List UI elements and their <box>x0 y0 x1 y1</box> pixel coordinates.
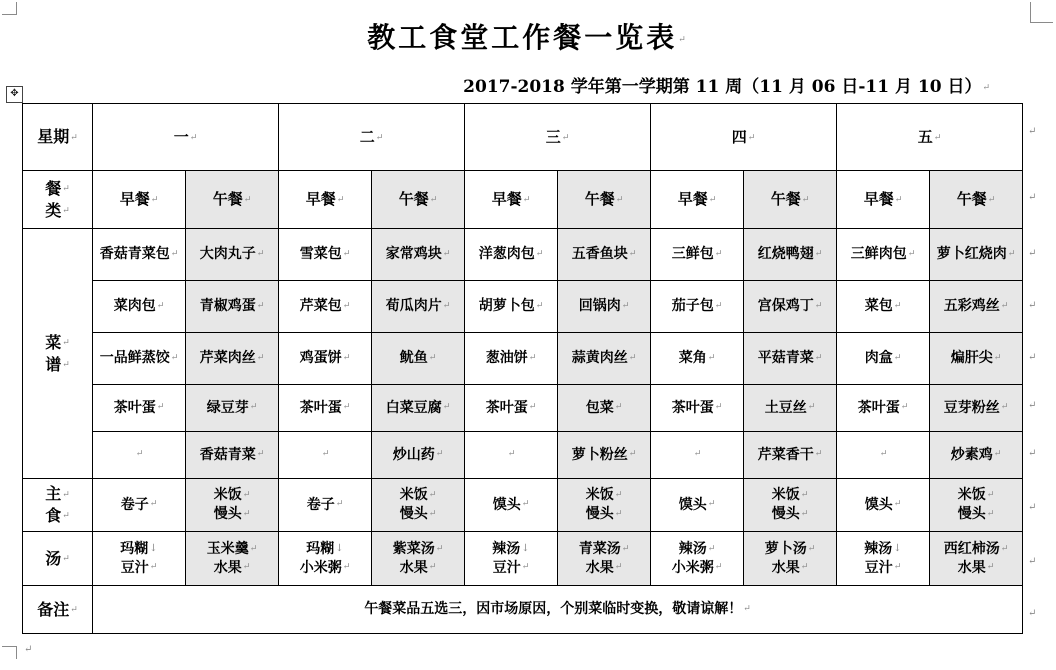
paragraph-mark: ↵ <box>62 554 70 565</box>
paragraph-mark: ↵ <box>256 300 265 311</box>
paragraph-mark: ↵ <box>342 248 351 259</box>
meal-type-cell: 早餐↵ <box>837 171 930 229</box>
dish-cell: 土豆丝↵ <box>744 385 837 432</box>
paragraph-mark: ↵ <box>814 300 823 311</box>
meal-type-cell: 早餐↵ <box>93 171 186 229</box>
dish-cell: 雪菜包↵ <box>279 229 372 281</box>
dish-cell: 茶叶蛋↵ <box>837 385 930 432</box>
staple-cell: 馍头↵ <box>837 479 930 532</box>
soup-cell: 辣汤↓ 豆汁↵ <box>465 532 558 586</box>
staple-cell: 米饭↵ 慢头↵ <box>372 479 465 532</box>
day-cell: 四↵ <box>651 104 837 171</box>
dish-cell <box>279 432 372 479</box>
paragraph-mark: ↵ <box>521 499 530 510</box>
staple-cell: 米饭↵ 慢头↵ <box>930 479 1023 532</box>
paragraph-mark: ↵ <box>714 300 723 311</box>
staple-cell: 米饭↵ 慢头↵ <box>186 479 279 532</box>
dish-cell: 香菇青菜↵ <box>186 432 279 479</box>
paragraph-mark: ↵ <box>1007 248 1016 259</box>
paragraph-mark: ↵ <box>535 248 544 259</box>
paragraph-mark: ↵ <box>149 562 158 573</box>
dish-cell: 茶叶蛋↵ <box>279 385 372 432</box>
paragraph-mark: ↵ <box>256 352 265 363</box>
row-end-paragraph-mark: ↵ <box>1028 352 1037 363</box>
paragraph-mark: ↵ <box>986 490 995 501</box>
note-cell: 午餐菜品五选三，因市场原因，个别菜临时变换，敬请谅解！↵ <box>93 586 1023 634</box>
paragraph-mark: ↵ <box>800 508 809 519</box>
paragraph-mark: ↵ <box>714 562 723 573</box>
soup-cell: 青菜汤↵ 水果↵ <box>558 532 651 586</box>
paragraph-mark: ↵ <box>807 543 816 554</box>
paragraph-mark: ↵ <box>1000 543 1009 554</box>
dish-cell: 白菜豆腐↵ <box>372 385 465 432</box>
dish-cell: 菜包↵ <box>837 281 930 333</box>
soup-cell: 辣汤↓ 豆汁↵ <box>837 532 930 586</box>
paragraph-mark: ↵ <box>522 195 531 206</box>
dish-cell: 平菇青菜↵ <box>744 333 837 385</box>
meal-type-cell: 午餐↵ <box>930 171 1023 229</box>
paragraph-mark: ↵ <box>62 511 70 522</box>
meal-type-cell: 早餐↵ <box>651 171 744 229</box>
paragraph-mark: ↵ <box>1000 300 1009 311</box>
dish-cell: 萝卜粉丝↵ <box>558 432 651 479</box>
paragraph-mark: ↵ <box>435 543 444 554</box>
paragraph-mark: ↵ <box>135 449 144 460</box>
paragraph-mark: ↵ <box>893 300 902 311</box>
dish-cell <box>93 432 186 479</box>
paragraph-mark: ↵ <box>1000 402 1009 413</box>
row-end-paragraph-mark: ↵ <box>1028 556 1037 567</box>
paragraph-mark: ↵ <box>170 352 179 363</box>
staple-cell: 卷子↵ <box>279 479 372 532</box>
paragraph-mark: ↵ <box>907 248 916 259</box>
doc-title: 教工食堂工作餐一览表↵ <box>367 21 689 54</box>
staple-cell: 馍头↵ <box>465 479 558 532</box>
paragraph-mark: ↵ <box>621 543 630 554</box>
paragraph-mark: ↵ <box>156 402 165 413</box>
paragraph-mark: ↵ <box>628 248 637 259</box>
row-end-paragraph-mark: ↵ <box>1028 400 1037 411</box>
dish-cell: 回锅肉↵ <box>558 281 651 333</box>
row-label-week: 星期↵ <box>23 104 93 171</box>
dish-cell: 芹菜肉丝↵ <box>186 333 279 385</box>
meal-type-cell: 早餐↵ <box>279 171 372 229</box>
paragraph-mark: ↵ <box>982 82 990 93</box>
paragraph-mark: ↵ <box>442 402 451 413</box>
row-end-paragraph-mark: ↵ <box>1028 502 1037 513</box>
paragraph-mark: ↵ <box>707 352 716 363</box>
row-label-note: 备注↵ <box>23 586 93 634</box>
paragraph-mark: ↵ <box>801 195 810 206</box>
paragraph-mark: ↵ <box>428 490 437 501</box>
dish-cell: 一品鲜蒸饺↵ <box>93 333 186 385</box>
row-label-menu: 菜↵ 谱↵ <box>23 229 93 479</box>
paragraph-mark: ↵ <box>933 132 942 143</box>
paragraph-mark: ↵ <box>743 603 751 614</box>
soup-cell: 辣汤↵ 小米粥↵ <box>651 532 744 586</box>
row-end-paragraph-mark: ↵ <box>1028 192 1037 203</box>
row-end-paragraph-mark: ↵ <box>1028 608 1037 619</box>
paragraph-mark: ↵ <box>747 132 756 143</box>
day-cell: 五↵ <box>837 104 1023 171</box>
dish-cell: 豆芽粉丝↵ <box>930 385 1023 432</box>
paragraph-mark: ↵ <box>528 352 537 363</box>
dish-cell: 茶叶蛋↵ <box>651 385 744 432</box>
paragraph-mark: ↵ <box>561 132 570 143</box>
soup-cell: 萝卜汤↵ 水果↵ <box>744 532 837 586</box>
paragraph-mark: ↵ <box>62 359 70 370</box>
row-label-meal: 餐↵ 类↵ <box>23 171 93 229</box>
paragraph-mark: ↵ <box>62 205 70 216</box>
dish-cell: 洋葱肉包↵ <box>465 229 558 281</box>
dish-cell: 胡萝卜包↵ <box>465 281 558 333</box>
paragraph-mark: ↵ <box>156 300 165 311</box>
paragraph-mark: ↵ <box>375 132 384 143</box>
paragraph-mark: ↵ <box>814 352 823 363</box>
paragraph-mark: ↵ <box>70 605 78 616</box>
soup-cell: 玉米羹↵ 水果↵ <box>186 532 279 586</box>
paragraph-mark: ↵ <box>428 508 437 519</box>
meal-type-cell: 午餐↵ <box>186 171 279 229</box>
dish-cell <box>837 432 930 479</box>
meal-type-cell: 午餐↵ <box>372 171 465 229</box>
paragraph-mark: ↵ <box>893 499 902 510</box>
soup-cell: 西红柿汤↵ 水果↵ <box>930 532 1023 586</box>
crop-mark-top-left <box>2 2 17 15</box>
paragraph-mark: ↵ <box>614 562 623 573</box>
paragraph-mark: ↵ <box>70 132 78 143</box>
paragraph-mark: ↵ <box>814 248 823 259</box>
paragraph-mark: ↵ <box>249 543 258 554</box>
paragraph-mark: ↵ <box>693 449 702 460</box>
move-handle-icon: ✥ <box>10 88 19 99</box>
dish-cell: 炒素鸡↵ <box>930 432 1023 479</box>
paragraph-mark: ↵ <box>628 352 637 363</box>
paragraph-mark: ↵ <box>621 300 630 311</box>
dish-cell: 五彩鸡丝↵ <box>930 281 1023 333</box>
paragraph-mark: ↵ <box>714 248 723 259</box>
paragraph-mark: ↵ <box>535 300 544 311</box>
dish-cell: 包菜↵ <box>558 385 651 432</box>
staple-cell: 馍头↵ <box>651 479 744 532</box>
dish-cell: 葱油饼↵ <box>465 333 558 385</box>
dish-cell: 茶叶蛋↵ <box>465 385 558 432</box>
paragraph-mark: ↵ <box>987 195 996 206</box>
paragraph-mark: ↵ <box>243 195 252 206</box>
doc-subtitle: 2017-2018 学年第一学期第 11 周（11 月 06 日-11 月 10 日）↵ <box>463 77 990 97</box>
paragraph-mark: ↵ <box>615 195 624 206</box>
dish-cell: 鸡蛋饼↵ <box>279 333 372 385</box>
end-of-document-mark: ↵ <box>24 644 33 655</box>
line-break-mark: ↓ <box>335 542 344 554</box>
paragraph-mark: ↵ <box>614 508 623 519</box>
paragraph-mark: ↵ <box>708 195 717 206</box>
day-cell: 二↵ <box>279 104 465 171</box>
soup-cell: 玛糊↓ 豆汁↵ <box>93 532 186 586</box>
paragraph-mark: ↵ <box>428 352 437 363</box>
dish-cell: 肉盒↵ <box>837 333 930 385</box>
paragraph-mark: ↵ <box>807 402 816 413</box>
dish-cell: 香菇青菜包↵ <box>93 229 186 281</box>
line-break-mark: ↓ <box>521 542 530 554</box>
paragraph-mark: ↵ <box>442 300 451 311</box>
staple-cell: 米饭↵ 慢头↵ <box>558 479 651 532</box>
paragraph-mark: ↵ <box>442 248 451 259</box>
paragraph-mark: ↵ <box>321 449 330 460</box>
dish-cell: 宫保鸡丁↵ <box>744 281 837 333</box>
soup-cell: 紫菜汤↵ 水果↵ <box>372 532 465 586</box>
dish-cell: 大肉丸子↵ <box>186 229 279 281</box>
dish-cell: 煸肝尖↵ <box>930 333 1023 385</box>
paragraph-mark: ↵ <box>893 562 902 573</box>
paragraph-mark: ↵ <box>678 34 689 45</box>
paragraph-mark: ↵ <box>150 195 159 206</box>
menu-table <box>22 103 1023 634</box>
dish-cell: 鱿鱼↵ <box>372 333 465 385</box>
line-break-mark: ↓ <box>149 542 158 554</box>
dish-cell: 红烧鸭翅↵ <box>744 229 837 281</box>
dish-cell <box>651 432 744 479</box>
paragraph-mark: ↵ <box>521 562 530 573</box>
paragraph-mark: ↵ <box>614 402 623 413</box>
paragraph-mark: ↵ <box>614 490 623 501</box>
day-cell: 三↵ <box>465 104 651 171</box>
paragraph-mark: ↵ <box>993 352 1002 363</box>
meal-type-cell: 午餐↵ <box>744 171 837 229</box>
paragraph-mark: ↵ <box>428 562 437 573</box>
dish-cell: 芹菜香干↵ <box>744 432 837 479</box>
paragraph-mark: ↵ <box>62 338 70 349</box>
crop-mark-bottom-left <box>2 646 17 659</box>
paragraph-mark: ↵ <box>993 449 1002 460</box>
paragraph-mark: ↵ <box>242 490 251 501</box>
paragraph-mark: ↵ <box>900 402 909 413</box>
paragraph-mark: ↵ <box>800 490 809 501</box>
dish-cell: 荀瓜肉片↵ <box>372 281 465 333</box>
paragraph-mark: ↵ <box>986 562 995 573</box>
meal-type-cell: 早餐↵ <box>465 171 558 229</box>
day-cell: 一↵ <box>93 104 279 171</box>
soup-cell: 玛糊↓ 小米粥↵ <box>279 532 372 586</box>
paragraph-mark: ↵ <box>714 402 723 413</box>
dish-cell: 菜肉包↵ <box>93 281 186 333</box>
paragraph-mark: ↵ <box>893 352 902 363</box>
dish-cell: 茄子包↵ <box>651 281 744 333</box>
dish-cell: 绿豆芽↵ <box>186 385 279 432</box>
paragraph-mark: ↵ <box>62 489 70 500</box>
paragraph-mark: ↵ <box>507 449 516 460</box>
paragraph-mark: ↵ <box>62 184 70 195</box>
dish-cell: 菜角↵ <box>651 333 744 385</box>
dish-cell: 萝卜红烧肉↵ <box>930 229 1023 281</box>
paragraph-mark: ↵ <box>342 300 351 311</box>
row-label-soup: 汤↵ <box>23 532 93 586</box>
paragraph-mark: ↵ <box>335 499 344 510</box>
paragraph-mark: ↵ <box>528 402 537 413</box>
dish-cell: 茶叶蛋↵ <box>93 385 186 432</box>
line-break-mark: ↓ <box>893 542 902 554</box>
staple-cell: 卷子↵ <box>93 479 186 532</box>
row-end-paragraph-mark: ↵ <box>1028 300 1037 311</box>
paragraph-mark: ↵ <box>800 562 809 573</box>
row-end-paragraph-mark: ↵ <box>1028 448 1037 459</box>
dish-cell: 三鲜肉包↵ <box>837 229 930 281</box>
paragraph-mark: ↵ <box>256 449 265 460</box>
row-label-staple: 主↵ 食↵ <box>23 479 93 532</box>
staple-cell: 米饭↵ 慢头↵ <box>744 479 837 532</box>
paragraph-mark: ↵ <box>249 402 258 413</box>
dish-cell: 青椒鸡蛋↵ <box>186 281 279 333</box>
paragraph-mark: ↵ <box>814 449 823 460</box>
paragraph-mark: ↵ <box>242 562 251 573</box>
paragraph-mark: ↵ <box>429 195 438 206</box>
paragraph-mark: ↵ <box>879 449 888 460</box>
paragraph-mark: ↵ <box>986 508 995 519</box>
dish-cell: 芹菜包↵ <box>279 281 372 333</box>
paragraph-mark: ↵ <box>894 195 903 206</box>
dish-cell: 三鲜包↵ <box>651 229 744 281</box>
paragraph-mark: ↵ <box>342 562 351 573</box>
paragraph-mark: ↵ <box>189 132 198 143</box>
paragraph-mark: ↵ <box>707 543 716 554</box>
row-end-paragraph-mark: ↵ <box>1028 126 1037 137</box>
paragraph-mark: ↵ <box>242 508 251 519</box>
paragraph-mark: ↵ <box>170 248 179 259</box>
paragraph-mark: ↵ <box>342 402 351 413</box>
dish-cell: 五香鱼块↵ <box>558 229 651 281</box>
dish-cell: 家常鸡块↵ <box>372 229 465 281</box>
paragraph-mark: ↵ <box>342 352 351 363</box>
dish-cell <box>465 432 558 479</box>
paragraph-mark: ↵ <box>707 499 716 510</box>
dish-cell: 炒山药↵ <box>372 432 465 479</box>
meal-type-cell: 午餐↵ <box>558 171 651 229</box>
dish-cell: 蒜黄肉丝↵ <box>558 333 651 385</box>
paragraph-mark: ↵ <box>149 499 158 510</box>
row-end-paragraph-mark: ↵ <box>1028 248 1037 259</box>
paragraph-mark: ↵ <box>628 449 637 460</box>
paragraph-mark: ↵ <box>435 449 444 460</box>
paragraph-mark: ↵ <box>256 248 265 259</box>
paragraph-mark: ↵ <box>336 195 345 206</box>
